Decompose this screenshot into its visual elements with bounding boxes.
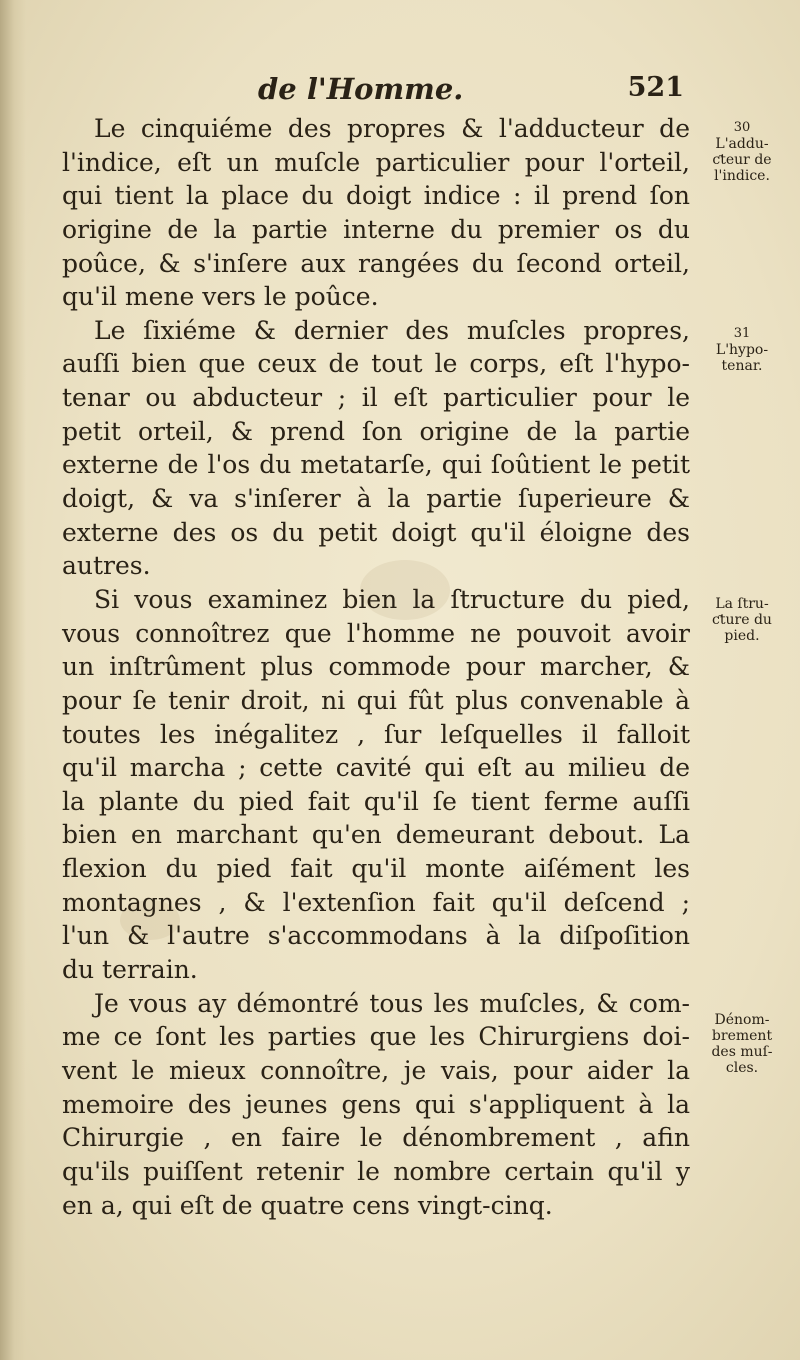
margin-note-line: des muſ-	[711, 1044, 773, 1060]
text-line: vous connoîtrez que l'homme ne pouvoit avoir	[62, 618, 690, 648]
margin-note-structure	[700, 596, 784, 644]
text-line: un inſtrûment plus commode pour marcher, &	[62, 652, 690, 682]
text-line: poûce, & s'inſere aux rangées du ſecond orteil,	[62, 248, 690, 278]
paragraph	[62, 987, 690, 1222]
text-line: qu'ils puiſſent retenir le nombre certain qu'il y	[62, 1156, 690, 1186]
page-header	[60, 72, 690, 112]
text-line: qu'il marcha ; cette cavité qui eſt au milieu de	[62, 753, 690, 783]
text-line: origine de la partie interne du premier os du	[62, 214, 690, 244]
text-line: du terrain.	[62, 955, 198, 985]
text-line: l'un & l'autre s'accommodans à la diſpoſition	[62, 921, 690, 951]
text-line: petit orteil, & prend ſon origine de la partie	[62, 416, 690, 446]
text-line: la plante du pied fait qu'il ſe tient ferme auſſi	[62, 786, 690, 816]
text-line: Le cinquiéme des propres & l'adducteur de	[94, 114, 690, 143]
paragraph	[62, 314, 690, 583]
margin-note-line: cles.	[725, 1060, 759, 1076]
margin-note-line: ƈture du	[712, 612, 772, 628]
margin-note-number: 31	[733, 326, 751, 341]
margin-note-line: tenar.	[721, 358, 763, 374]
text-line: flexion du pied fait qu'il monte aiſément les	[62, 854, 690, 884]
text-line: vent le mieux connoître, je vais, pour aider la	[62, 1055, 690, 1085]
text-line: auſſi bien que ceux de tout le corps, eſt l'hypo-	[62, 349, 690, 379]
running-title: de l'Homme.	[258, 72, 464, 106]
body-text	[62, 112, 690, 1222]
text-line: Chirurgie , en faire le dénombrement , afin	[62, 1123, 690, 1153]
margin-note-line: pied.	[724, 628, 760, 644]
text-line: montagnes , & l'extenſion fait qu'il deſcend ;	[62, 887, 690, 917]
text-line: doigt, & va s'inſerer à la partie ſuperieure &	[62, 484, 690, 514]
text-line: Si vous examinez bien la ſtructure du pied,	[94, 584, 690, 614]
margin-note-denombrement	[700, 1012, 784, 1076]
text-line: pour ſe tenir droit, ni qui fût plus convenable à	[62, 685, 690, 715]
paragraph	[62, 583, 690, 987]
margin-note-line: ƈteur de	[712, 152, 772, 168]
text-line: l'indice, eſt un muſcle particulier pour l'orteil,	[62, 147, 690, 177]
text-line: qu'il mene vers le poûce.	[62, 282, 379, 312]
text-line: bien en marchant qu'en demeurant debout. La	[62, 820, 690, 850]
margin-note-line: La ſtru-	[715, 596, 769, 612]
margin-note-line: Dénom-	[714, 1012, 770, 1028]
text-line: externe de l'os du metatarſe, qui ſoûtient le petit	[62, 450, 690, 480]
text-line: externe des os du petit doigt qu'il éloigne des	[62, 517, 690, 547]
margin-note-adducteur	[700, 120, 784, 184]
text-line: en a, qui eſt de quatre cens vingt-cinq.	[62, 1190, 553, 1220]
text-line: Je vous ay démontré tous les muſcles, & com-	[94, 988, 690, 1018]
margin-note-number: 30	[733, 120, 751, 135]
text-line: Le ſixiéme & dernier des muſcles propres,	[94, 315, 690, 345]
page-number: 521	[627, 72, 684, 103]
margin-note-hypotenar	[700, 326, 784, 374]
margin-note-line: L'hypo-	[715, 342, 769, 358]
margin-note-line: brement	[711, 1028, 773, 1044]
text-line: toutes les inégalitez , ſur leſquelles il falloit	[62, 719, 690, 749]
text-line: autres.	[62, 551, 151, 581]
margin-note-line: L'addu-	[715, 136, 769, 152]
text-line: me ce ſont les parties que les Chirurgiens doi-	[62, 1022, 690, 1052]
text-line: tenar ou abducteur ; il eſt particulier pour le	[62, 383, 690, 413]
margin-note-line: l'indice.	[714, 168, 770, 184]
binding-gutter	[0, 0, 26, 1360]
text-line: memoire des jeunes gens qui s'appliquent à la	[62, 1089, 690, 1119]
paragraph	[62, 112, 690, 314]
text-line: qui tient la place du doigt indice : il prend ſon	[62, 181, 690, 211]
